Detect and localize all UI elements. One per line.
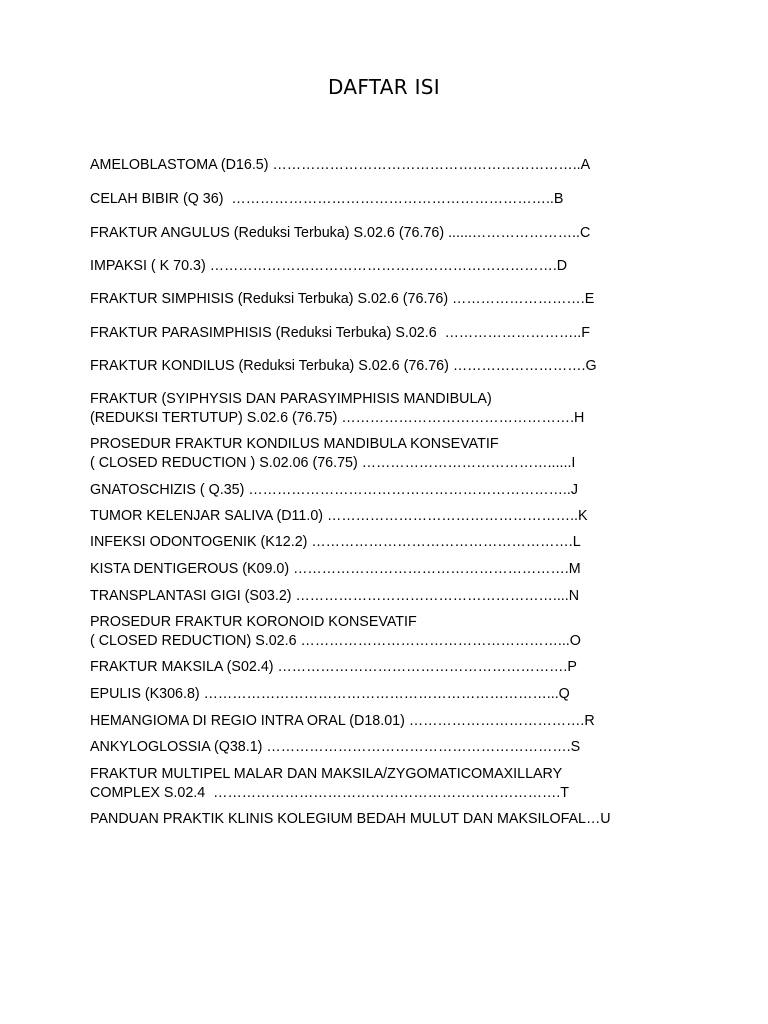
toc-entry-line: PROSEDUR FRAKTUR KORONOID KONSEVATIF xyxy=(90,614,417,630)
toc-entry-line: FRAKTUR (SYIPHYSIS DAN PARASYIMPHISIS MANDIBULA) xyxy=(90,391,492,407)
toc-entry-line: FRAKTUR ANGULUS (Reduksi Terbuka) S.02.6 (76.76) ......…………………..C xyxy=(90,225,591,241)
toc-entry xyxy=(90,390,650,428)
toc-entry xyxy=(90,765,650,803)
toc-entry xyxy=(90,658,650,677)
toc-entry xyxy=(90,190,650,209)
toc-entry-line: COMPLEX S.02.4 ……………………………………………………………….T xyxy=(90,785,569,801)
toc-entry-line: CELAH BIBIR (Q 36) …………………………………………………………..B xyxy=(90,191,564,207)
toc-entry-line: FRAKTUR PARASIMPHISIS (Reduksi Terbuka) S.02.6 ………………………..F xyxy=(90,325,590,341)
toc-entry xyxy=(90,587,650,606)
toc-entry xyxy=(90,613,650,651)
page-title: DAFTAR ISI xyxy=(328,75,440,99)
toc-entry xyxy=(90,712,650,731)
toc-entry-line: TRANSPLANTASI GIGI (S03.2) ………………………………………………....N xyxy=(90,588,580,604)
toc-entry-line: EPULIS (K306.8) ………………………………………………………………...Q xyxy=(90,686,570,702)
toc-entry xyxy=(90,224,650,243)
toc-entry xyxy=(90,810,650,829)
toc-entry-line: HEMANGIOMA DI REGIO INTRA ORAL (D18.01) ……………………………….R xyxy=(90,713,595,729)
toc-entry-line: PANDUAN PRAKTIK KLINIS KOLEGIUM BEDAH MULUT DAN MAKSILOFAL…U xyxy=(90,811,611,827)
toc-entry-line: (REDUKSI TERTUTUP) S.02.6 (76.75) ………………………………………….H xyxy=(90,410,585,426)
toc-entry xyxy=(90,290,650,309)
toc-entry-line: FRAKTUR SIMPHISIS (Reduksi Terbuka) S.02.6 (76.76) ……………………….E xyxy=(90,291,595,307)
toc-entry xyxy=(90,507,650,526)
toc-entry xyxy=(90,257,650,276)
toc-entry xyxy=(90,324,650,343)
toc-entry xyxy=(90,156,650,175)
toc-entry-line: KISTA DENTIGEROUS (K09.0) ………………………………………………….M xyxy=(90,561,581,577)
toc-entry-line: INFEKSI ODONTOGENIK (K12.2) ……………………………………………….L xyxy=(90,534,581,550)
toc-entry-line: FRAKTUR KONDILUS (Reduksi Terbuka) S.02.6 (76.76) ……………………….G xyxy=(90,358,597,374)
toc-entry xyxy=(90,560,650,579)
toc-entry-line: AMELOBLASTOMA (D16.5) ………………………………………………………..A xyxy=(90,157,591,173)
toc-entry-line: FRAKTUR MULTIPEL MALAR DAN MAKSILA/ZYGOMATICOMAXILLARY xyxy=(90,766,563,782)
toc-entry xyxy=(90,435,650,473)
toc-entry-line: PROSEDUR FRAKTUR KONDILUS MANDIBULA KONSEVATIF xyxy=(90,436,499,452)
toc-entry-line: ANKYLOGLOSSIA (Q38.1) ……………………………………………………….S xyxy=(90,739,581,755)
toc-entry xyxy=(90,481,650,500)
toc-entry-line: FRAKTUR MAKSILA (S02.4) …………………………………………………….P xyxy=(90,659,577,675)
toc-entry xyxy=(90,738,650,757)
toc-entry xyxy=(90,533,650,552)
toc-entry xyxy=(90,357,650,376)
toc-entry-line: ( CLOSED REDUCTION) S.02.6 ………………………………………………...O xyxy=(90,633,581,649)
toc-entry-line: ( CLOSED REDUCTION ) S.02.06 (76.75) …………………………………......I xyxy=(90,455,576,471)
toc-entry xyxy=(90,685,650,704)
toc-entry-line: TUMOR KELENJAR SALIVA (D11.0) ……………………………………………..K xyxy=(90,508,588,524)
toc-entry-line: GNATOSCHIZIS ( Q.35) …………………………………………………………..J xyxy=(90,482,578,498)
toc-entry-line: IMPAKSI ( K 70.3) ……………………………………………………………….D xyxy=(90,258,568,274)
